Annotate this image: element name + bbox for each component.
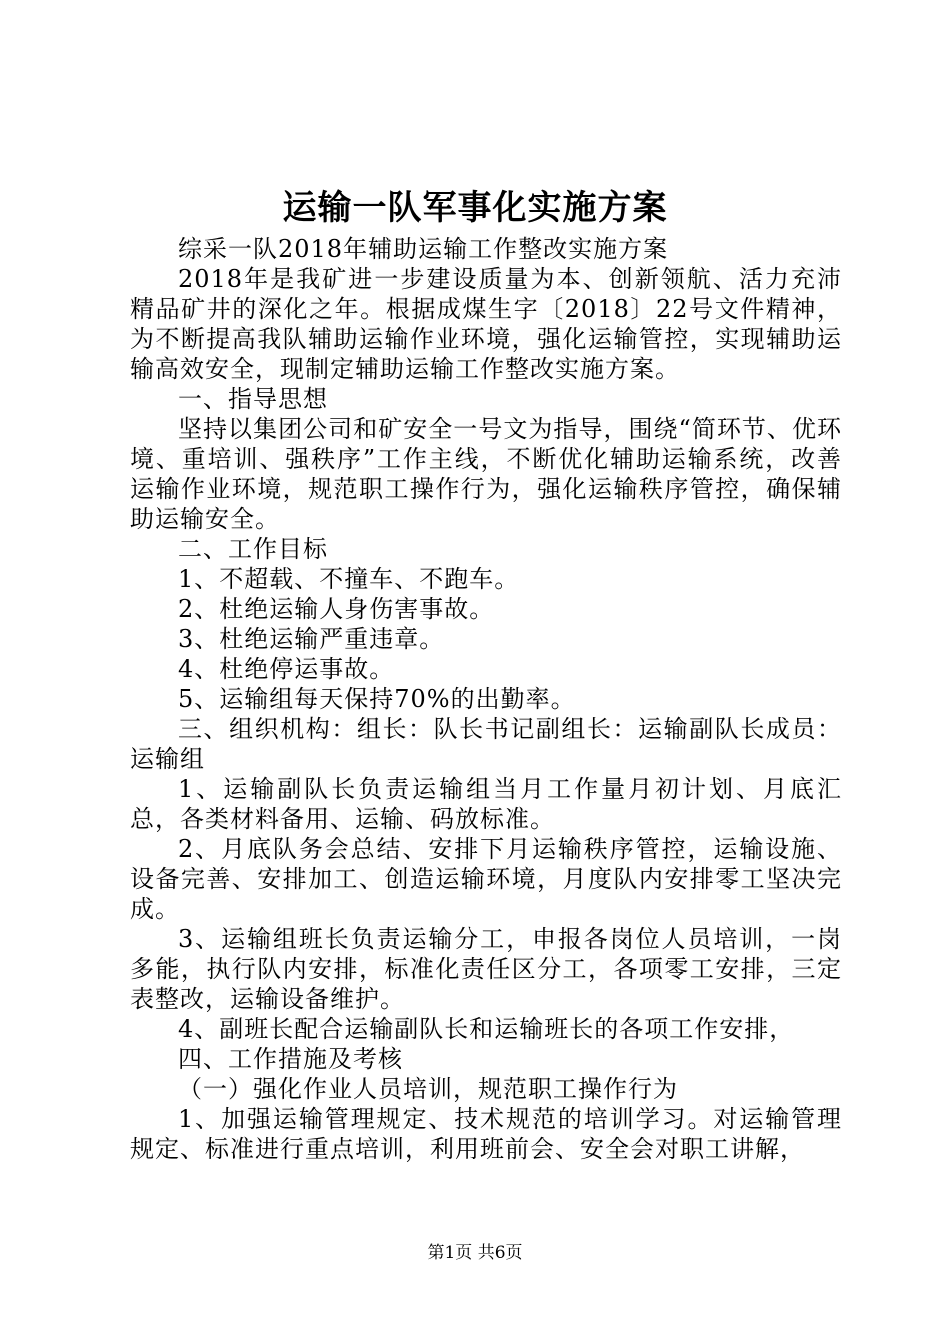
- subsection-heading: （一）强化作业人员培训，规范职工操作行为: [178, 1075, 678, 1103]
- body-paragraph: 综采一队2018年辅助运输工作整改实施方案: [178, 235, 669, 263]
- list-item: 2、杜绝运输人身伤害事故。: [178, 595, 495, 623]
- body-paragraph: 2018年是我矿进一步建设质量为本、创新领航、活力充沛精品矿井的深化之年。根据成煤生字〔2018〕22号文件精神，为不断提高我队辅助运输作业环境，强化运输管控，实现辅助运输高效安全，现制定辅助运输工作整改实施方案。: [130, 265, 842, 383]
- list-item: 4、杜绝停运事故。: [178, 655, 395, 683]
- list-item: 2、月底队务会总结、安排下月运输秩序管控，运输设施、设备完善、安排加工、创造运输环境，月度队内安排零工坚决完成。: [130, 835, 842, 923]
- section-heading: 三、组织机构：组长：队长书记副组长：运输副队长成员：运输组: [130, 715, 842, 773]
- list-item: 4、副班长配合运输副队长和运输班长的各项工作安排，: [178, 1015, 795, 1043]
- page-number-footer: 第1页 共6页: [427, 1243, 523, 1263]
- list-item: 1、不超载、不撞车、不跑车。: [178, 565, 520, 593]
- body-paragraph: 坚持以集团公司和矿安全一号文为指导，围绕“简环节、优环境、重培训、强秩序”工作主线，不断优化辅助运输系统，改善运输作业环境，规范职工操作行为，强化运输秩序管控，确保辅助运输安全。: [130, 415, 842, 533]
- section-heading: 四、工作措施及考核: [178, 1045, 403, 1073]
- list-item: 5、运输组每天保持70%的出勤率。: [178, 685, 576, 713]
- list-item: 3、运输组班长负责运输分工，申报各岗位人员培训，一岗多能，执行队内安排，标准化责任区分工，各项零工安排，三定表整改，运输设备维护。: [130, 925, 842, 1013]
- section-heading: 一、指导思想: [178, 385, 328, 413]
- list-item: 1、运输副队长负责运输组当月工作量月初计划、月底汇总，各类材料备用、运输、码放标准。: [130, 775, 842, 833]
- document-title: 运输一队军事化实施方案: [282, 188, 668, 228]
- list-item: 3、杜绝运输严重违章。: [178, 625, 445, 653]
- list-item: 1、加强运输管理规定、技术规范的培训学习。对运输管理规定、标准进行重点培训，利用班前会、安全会对职工讲解，: [130, 1105, 842, 1163]
- section-heading: 二、工作目标: [178, 535, 328, 563]
- document-body: [130, 234, 842, 1164]
